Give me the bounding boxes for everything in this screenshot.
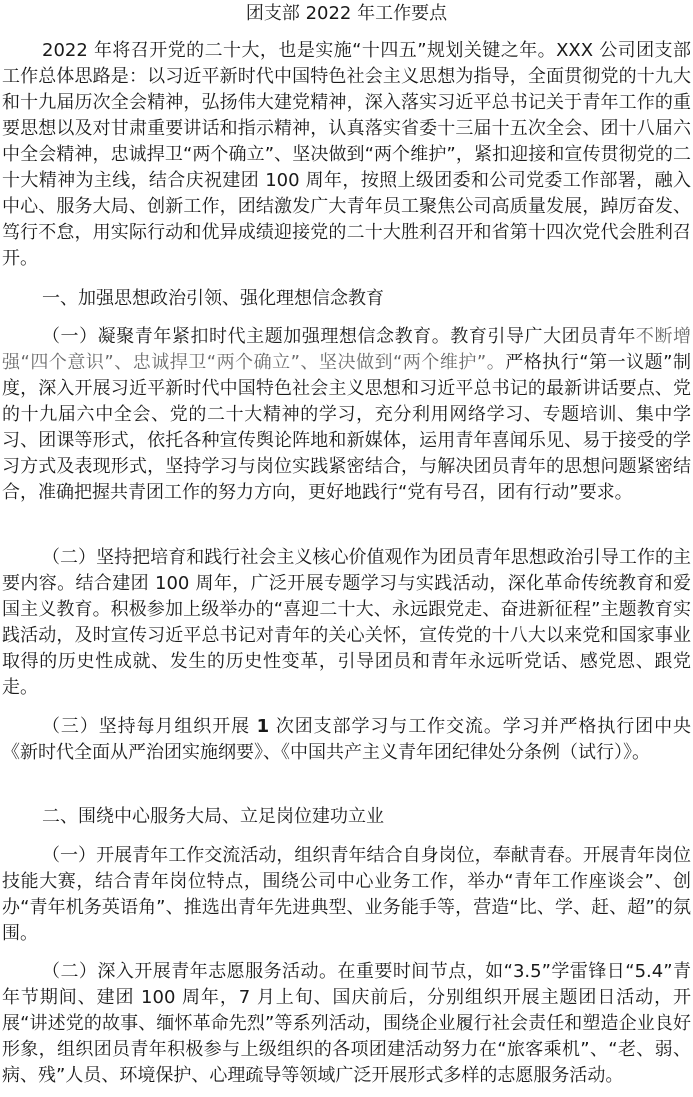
section1-item1-paragraph [2, 324, 691, 506]
section1-item1-gray-text: 不断增强“四个意识”、忠诚捍卫“两个确立”、坚决做到“两个维护”。 [2, 326, 692, 373]
document-title: 团支部 2022 年工作要点 [245, 3, 448, 24]
section2-item1-paragraph: （一）开展青年工作交流活动，组织青年结合自身岗位，奉献青春。开展青年岗位技能大赛，结合青年岗位特点，围绕公司中心业务工作，举办“青年工作座谈会”、创办“青年机务英语角”、推选出青年先进典型、业务能手等，营造“比、学、赶、超”的氛围。 [2, 845, 691, 944]
section-heading-1: 一、加强思想政治引领、强化理想信念教育 [42, 288, 384, 309]
section1-item3-number: 1 [256, 716, 270, 737]
section1-item1-lead: （一）凝聚青年紧扣时代主题加强理想信念教育。教育引导广大团员青年 [42, 326, 636, 347]
intro-paragraph: 2022 年将召开党的二十大，也是实施“十四五”规划关键之年。XXX 公司团支部工作总体思路是：以习近平新时代中国特色社会主义思想为指导，全面贯彻党的十九大和十九届历次全会精神，弘扬伟大建党精神，深入落实习近平总书记关于青年工作的重要思想以及对甘肃重要讲话和指示精神，认真落实省委十三届十五次全会、团十八届六中全会精神，忠诚捍卫“两个确立”、坚决做到“两个维护”，紧扣迎接和宣传贯彻党的二十大精神为主线，结合庆祝建团 100 周年，按照上级团委和公司党委工作部署，融入中心、服务大局、创新工作，团结激发广大青年员工聚焦公司高质量发展，踔厉奋发、笃行不怠，用实际行动和优异成绩迎接党的二十大胜利召开和省第十四次党代会胜利召开。 [2, 40, 691, 269]
section1-item3-rest: 次团支部学习与工作交流。学习并严格执行团中央《新时代全面从严治团实施纲要》、《中国共产主义青年团纪律处分条例（试行）》。 [2, 716, 691, 763]
section2-item2-paragraph: （二）深入开展青年志愿服务活动。在重要时间节点，如“3.5”学雷锋日“5.4”青年节期间、建团 100 周年，7 月上旬、国庆前后，分别组织开展主题团日活动，开展“讲述党的故事、缅怀革命先烈”等系列活动，围绕企业履行社会责任和塑造企业良好形象，组织团员青年积极参与上级组织的各项团建活动努力在“旅客乘机”、“老、弱、病、残”人员、环境保护、心理疏导等领域广泛开展形式多样的志愿服务活动。 [2, 961, 691, 1086]
section-heading-2: 二、围绕中心服务大局、立足岗位建功立业 [42, 806, 384, 827]
section1-item3-lead: （三）坚持每月组织开展 [42, 716, 257, 737]
section1-item3-paragraph [2, 714, 691, 766]
section1-item2-paragraph: （二）坚持把培育和践行社会主义核心价值观作为团员青年思想政治引导工作的主要内容。结合建团 100 周年，广泛开展专题学习与实践活动，深化革命传统教育和爱国主义教育。积极参加上级举办的“喜迎二十大、永远跟党走、奋进新征程”主题教育实践活动，及时宣传习近平总书记对青年的关心关怀，宣传党的十八大以来党和国家事业取得的历史性成就、发生的历史性变革，引导团员和青年永远听党话、感党恩、跟党走。 [2, 547, 691, 698]
section1-item1-rest: 严格执行“第一议题”制度，深入开展习近平新时代中国特色社会主义思想和习近平总书记的最新讲话要点、党的十九届六中全会、党的二十大精神的学习，充分利用网络学习、专题培训、集中学习、团课等形式，依托各种宣传舆论阵地和新媒体，运用青年喜闻乐见、易于接受的学习方式及表现形式，坚持学习与岗位实践紧密结合，与解决团员青年的思想问题紧密结合，准确把握共青团工作的努力方向，更好地践行“党有号召，团有行动”要求。 [2, 352, 691, 503]
